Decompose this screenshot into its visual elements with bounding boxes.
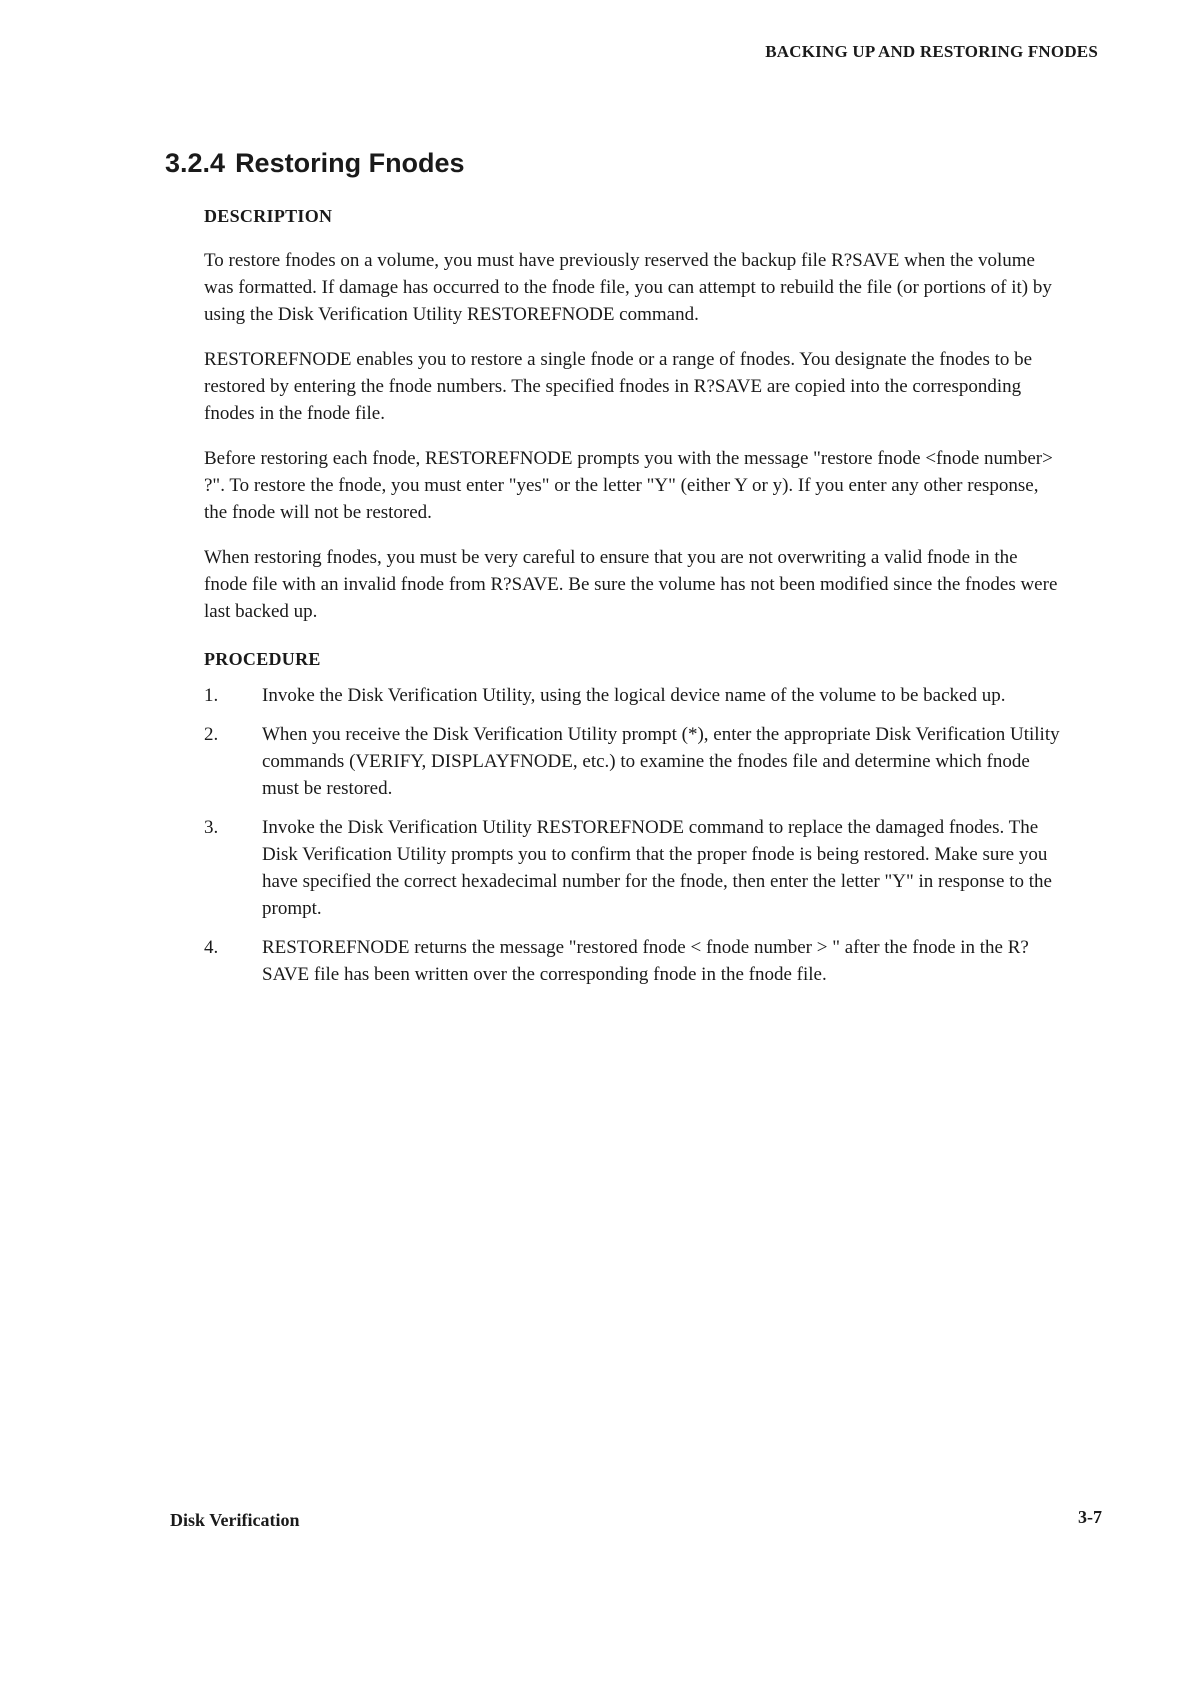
section-number: 3.2.4 <box>165 148 226 178</box>
procedure-step <box>204 721 1064 802</box>
step-text: RESTOREFNODE returns the message "restored fnode < fnode number > " after the fnode in the R?SAVE file has been written over the corresponding fnode in the fnode file. <box>262 937 1029 985</box>
step-text: Invoke the Disk Verification Utility RESTOREFNODE command to replace the damaged fnodes. The Disk Verification Utility prompts you to confirm that the proper fnode is being restored. Make sure you have specified the correct hexadecimal number for the fnode, then enter the letter "Y" in response to the prompt. <box>262 817 1052 919</box>
description-paragraph-4: When restoring fnodes, you must be very careful to ensure that you are not overwriting a valid fnode in the fnode file with an invalid fnode from R?SAVE. Be sure the volume has not been modified since the fnodes were last backed up. <box>204 547 1058 622</box>
page-number: 3-7 <box>1078 1507 1102 1527</box>
step-text: When you receive the Disk Verification Utility prompt (*), enter the appropriate Disk Verification Utility commands (VERIFY, DISPLAYFNODE, etc.) to examine the fnodes file and determine which fnode must be restored. <box>262 724 1060 799</box>
page-content <box>204 206 1064 1000</box>
procedure-step <box>204 814 1064 922</box>
description-heading: DESCRIPTION <box>204 206 333 226</box>
procedure-step <box>204 934 1064 988</box>
procedure-step <box>204 682 1064 709</box>
step-number: 3. <box>204 817 219 838</box>
running-header: BACKING UP AND RESTORING FNODES <box>765 42 1098 61</box>
section-title <box>165 148 465 179</box>
description-paragraph-2: RESTOREFNODE enables you to restore a single fnode or a range of fnodes. You designate the fnodes to be restored by entering the fnode numbers. The specified fnodes in R?SAVE are copied into the corresponding fnodes in the fnode file. <box>204 349 1033 424</box>
procedure-heading: PROCEDURE <box>204 649 321 669</box>
section-heading: Restoring Fnodes <box>235 148 465 178</box>
step-number: 2. <box>204 724 219 745</box>
footer-book-title: Disk Verification <box>170 1510 300 1530</box>
step-text: Invoke the Disk Verification Utility, using the logical device name of the volume to be backed up. <box>262 685 1006 706</box>
description-paragraph-3: Before restoring each fnode, RESTOREFNODE prompts you with the message "restore fnode <fnode number> ?". To restore the fnode, you must enter "yes" or the letter "Y" (either Y or y). If you enter any other response, the fnode will not be restored. <box>204 448 1053 523</box>
step-number: 1. <box>204 685 219 706</box>
step-number: 4. <box>204 937 219 958</box>
procedure-list <box>204 682 1064 988</box>
description-paragraph-1: To restore fnodes on a volume, you must have previously reserved the backup file R?SAVE when the volume was formatted. If damage has occurred to the fnode file, you can attempt to rebuild the file (or portions of it) by using the Disk Verification Utility RESTOREFNODE command. <box>204 250 1052 325</box>
